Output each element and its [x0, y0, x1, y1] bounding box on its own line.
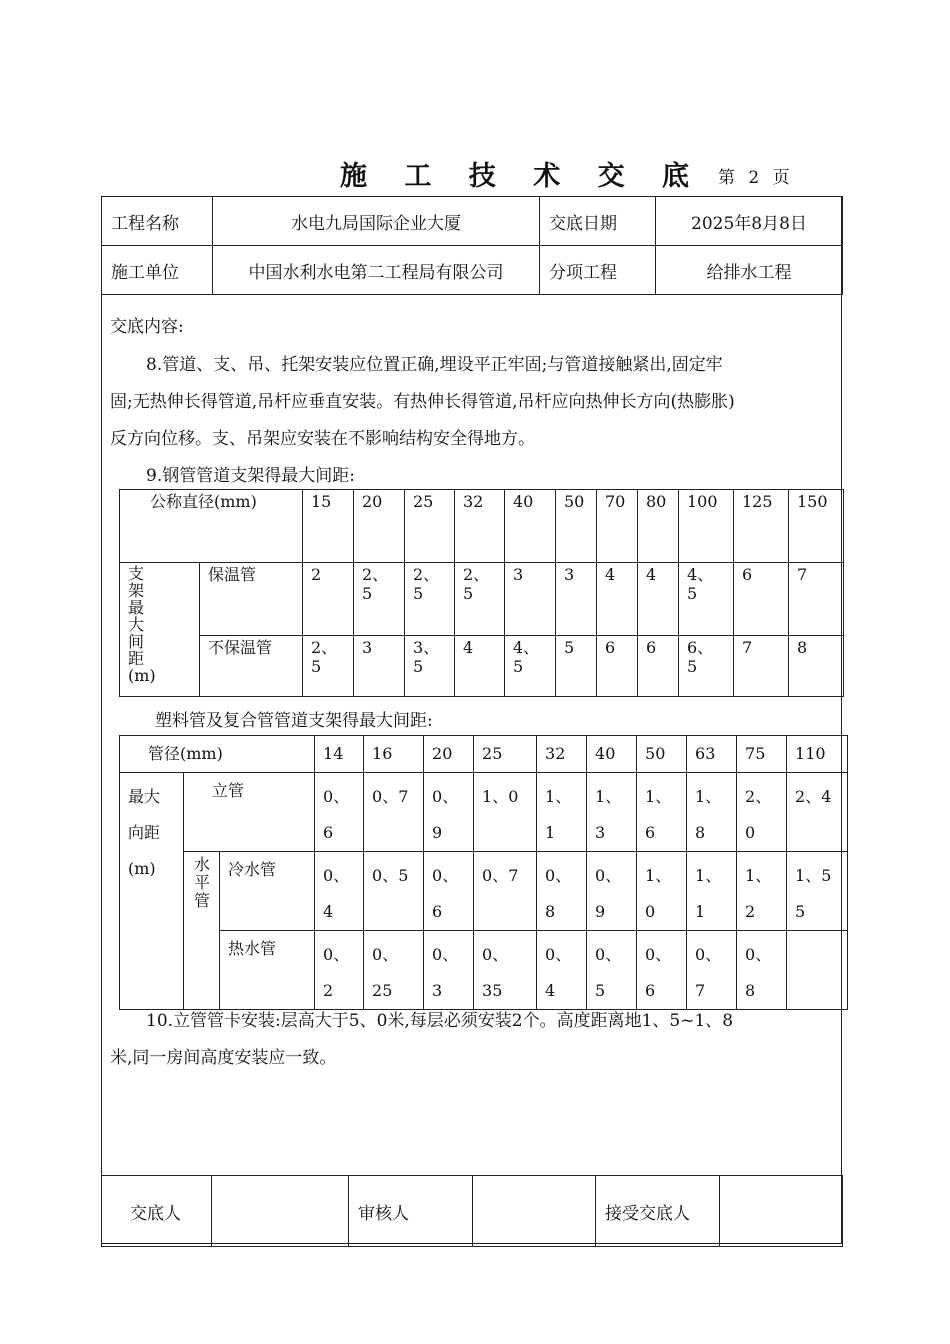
plastic-size: 110 — [787, 736, 848, 773]
date-value: 2025年8月8日 — [656, 197, 843, 246]
plastic-size: 63 — [687, 736, 737, 773]
steel-cell: 2、5 — [303, 636, 354, 697]
header-table — [101, 196, 843, 295]
steel-size: 125 — [734, 490, 789, 563]
item8-line2: 固;无热伸长得管道,吊杆应垂直安装。有热伸长得管道,吊杆应向热伸长方向(热膨胀) — [110, 392, 735, 412]
plastic-size: 50 — [637, 736, 687, 773]
handover-signature-field[interactable] — [212, 1176, 349, 1247]
plastic-cell: 1、1 — [687, 852, 737, 931]
steel-cell: 2、5 — [405, 563, 455, 636]
plastic-cell: 0、7 — [687, 931, 737, 1010]
date-label: 交底日期 — [540, 197, 656, 246]
plastic-cell: 1、2 — [737, 852, 787, 931]
item10-line1: 10.立管管卡安装:层高大于5、0米,每层必须安装2个。高度距离地1、5~1、8 — [146, 1011, 734, 1031]
plastic-row-label: 立管 — [184, 773, 315, 852]
steel-cell: 4 — [455, 636, 505, 697]
steel-cell: 2、5 — [354, 563, 405, 636]
plastic-size: 40 — [587, 736, 637, 773]
plastic-cell: 2、4 — [787, 773, 848, 852]
sub-value: 给排水工程 — [656, 246, 843, 295]
steel-size: 70 — [597, 490, 638, 563]
steel-cell: 6、5 — [679, 636, 734, 697]
plastic-cell: 1、0 — [474, 773, 537, 852]
plastic-size: 16 — [364, 736, 424, 773]
steel-header-label: 公称直径(mm) — [120, 490, 303, 563]
steel-group-label: 支架最大间距(m) — [120, 563, 200, 697]
plastic-cell: 1、55 — [787, 852, 848, 931]
plastic-cell: 0、5 — [587, 931, 637, 1010]
plastic-pipe-table — [119, 735, 848, 1010]
plastic-header-label: 管径(mm) — [120, 736, 315, 773]
steel-size: 150 — [789, 490, 844, 563]
steel-cell: 2 — [303, 563, 354, 636]
unit-label: 施工单位 — [102, 246, 213, 295]
plastic-cell: 0、25 — [364, 931, 424, 1010]
plastic-row-label: 冷水管 — [220, 852, 315, 931]
steel-cell: 3、5 — [405, 636, 455, 697]
plastic-size: 14 — [315, 736, 364, 773]
steel-cell: 4、5 — [505, 636, 556, 697]
steel-cell: 7 — [734, 636, 789, 697]
steel-cell: 4、5 — [679, 563, 734, 636]
item10-line2: 米,同一房间高度安装应一致。 — [110, 1048, 337, 1068]
doc-title: 施 工 技 术 交 底 — [340, 161, 703, 192]
project-value: 水电九局国际企业大厦 — [213, 197, 540, 246]
plastic-horizontal-label: 水平管 — [184, 852, 220, 1010]
plastic-cell — [787, 931, 848, 1010]
plastic-cell: 0、6 — [315, 773, 364, 852]
plastic-size: 32 — [537, 736, 587, 773]
plastic-table-title: 塑料管及复合管管道支架得最大间距: — [155, 711, 433, 731]
item8-line3: 反方向位移。支、吊架应安装在不影响结构安全得地方。 — [110, 429, 535, 449]
handover-label: 交底人 — [102, 1176, 212, 1247]
plastic-cell: 0、9 — [424, 773, 474, 852]
steel-size: 80 — [638, 490, 679, 563]
steel-cell: 5 — [556, 636, 597, 697]
unit-value: 中国水利水电第二工程局有限公司 — [213, 246, 540, 295]
plastic-cell: 0、4 — [537, 931, 587, 1010]
plastic-cell: 1、6 — [637, 773, 687, 852]
plastic-cell: 0、3 — [424, 931, 474, 1010]
reviewer-label: 审核人 — [349, 1176, 473, 1247]
steel-cell: 6 — [597, 636, 638, 697]
steel-cell: 7 — [789, 563, 844, 636]
plastic-cell: 0、8 — [537, 852, 587, 931]
plastic-cell: 0、6 — [424, 852, 474, 931]
plastic-size: 75 — [737, 736, 787, 773]
steel-cell: 6 — [638, 636, 679, 697]
steel-cell: 4 — [597, 563, 638, 636]
receiver-label: 接受交底人 — [596, 1176, 720, 1247]
steel-cell: 8 — [789, 636, 844, 697]
plastic-cell: 0、8 — [737, 931, 787, 1010]
plastic-size: 25 — [474, 736, 537, 773]
plastic-cell: 1、1 — [537, 773, 587, 852]
content-heading: 交底内容: — [110, 317, 184, 337]
steel-size: 40 — [505, 490, 556, 563]
plastic-row-label: 热水管 — [220, 931, 315, 1010]
steel-pipe-table — [119, 489, 844, 697]
item9-title: 9.钢管管道支架得最大间距: — [146, 466, 355, 486]
plastic-cell: 0、5 — [364, 852, 424, 931]
steel-size: 25 — [405, 490, 455, 563]
steel-cell: 2、5 — [455, 563, 505, 636]
plastic-cell: 1、0 — [637, 852, 687, 931]
reviewer-signature-field[interactable] — [473, 1176, 596, 1247]
plastic-cell: 0、2 — [315, 931, 364, 1010]
plastic-cell: 0、7 — [474, 852, 537, 931]
steel-size: 20 — [354, 490, 405, 563]
steel-cell: 3 — [354, 636, 405, 697]
plastic-cell: 0、7 — [364, 773, 424, 852]
steel-cell: 3 — [556, 563, 597, 636]
plastic-group-label: 最大向距(m) — [120, 773, 184, 1010]
steel-cell: 4 — [638, 563, 679, 636]
steel-size: 32 — [455, 490, 505, 563]
plastic-cell: 2、0 — [737, 773, 787, 852]
plastic-cell: 0、4 — [315, 852, 364, 931]
sub-label: 分项工程 — [540, 246, 656, 295]
plastic-size: 20 — [424, 736, 474, 773]
project-label: 工程名称 — [102, 197, 213, 246]
plastic-cell: 0、6 — [637, 931, 687, 1010]
plastic-cell: 0、35 — [474, 931, 537, 1010]
plastic-cell: 0、9 — [587, 852, 637, 931]
steel-row-label: 不保温管 — [200, 636, 303, 697]
plastic-cell: 1、8 — [687, 773, 737, 852]
steel-cell: 3 — [505, 563, 556, 636]
steel-size: 15 — [303, 490, 354, 563]
steel-row-label: 保温管 — [200, 563, 303, 636]
page-number: 第 2 页 — [718, 168, 794, 188]
signature-table — [101, 1175, 843, 1247]
steel-cell: 6 — [734, 563, 789, 636]
receiver-signature-field[interactable] — [720, 1176, 843, 1247]
plastic-cell: 1、3 — [587, 773, 637, 852]
item8-line1: 8.管道、支、吊、托架安装应位置正确,埋设平正牢固;与管道接触紧出,固定牢 — [146, 355, 723, 375]
steel-size: 50 — [556, 490, 597, 563]
steel-size: 100 — [679, 490, 734, 563]
